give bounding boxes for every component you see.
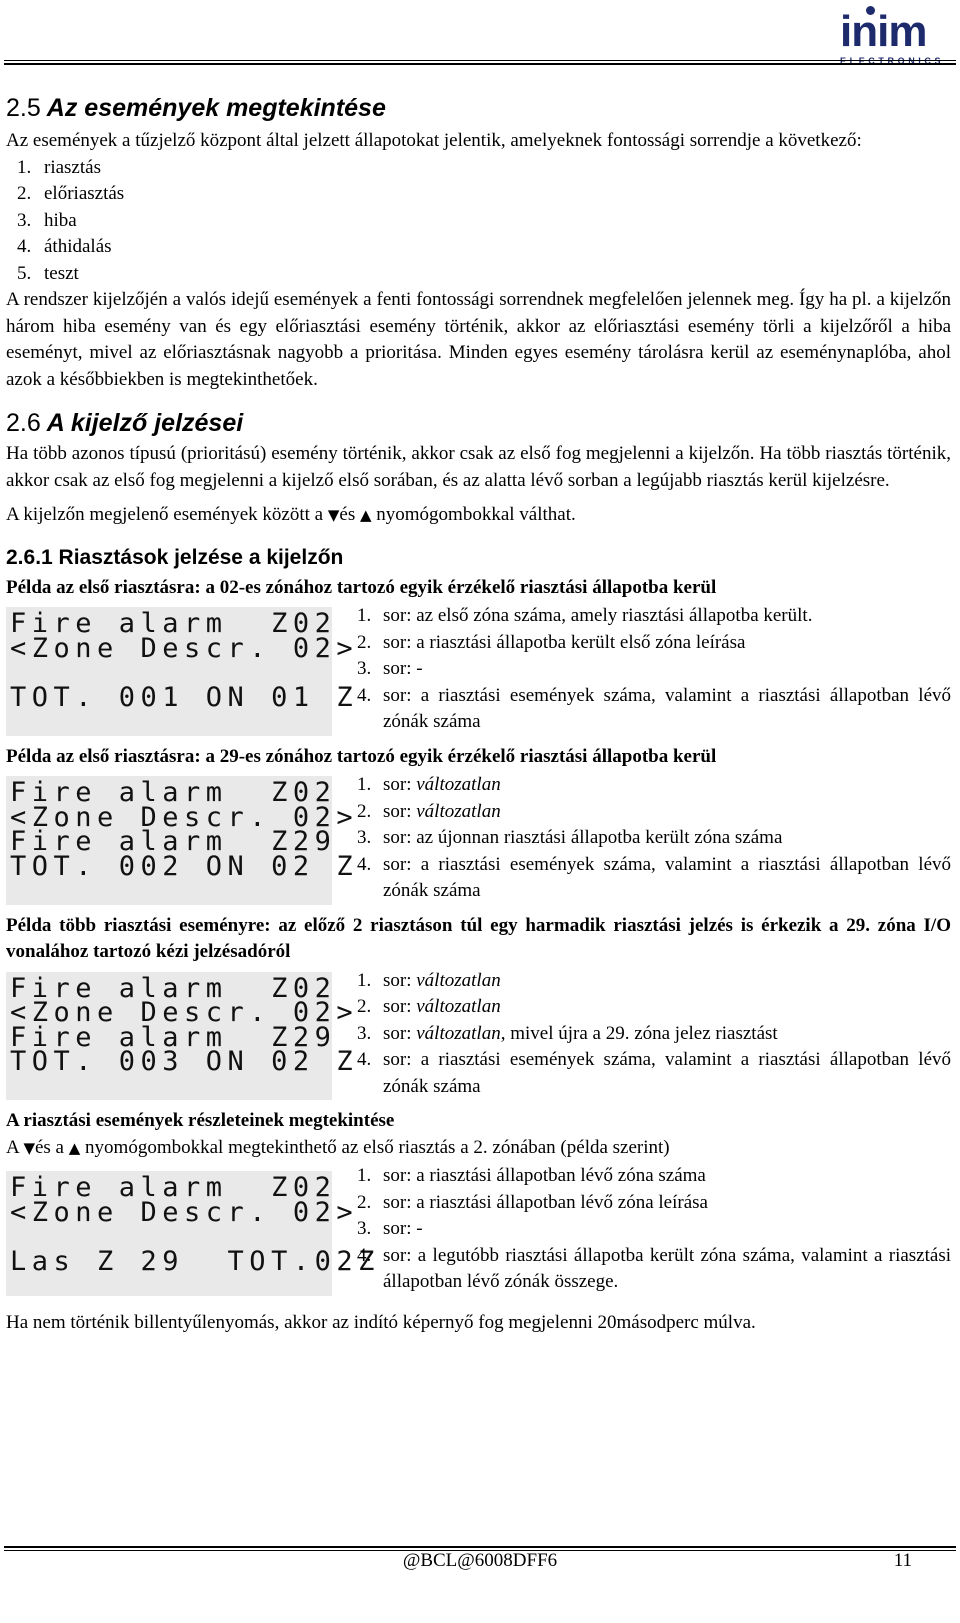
footer-code: @BCL@6008DFF6 <box>402 1550 558 1571</box>
up-arrow-icon: ▲ <box>68 1138 81 1157</box>
header-rule <box>4 60 956 61</box>
timeout-note: Ha nem történik billentyűlenyomás, akkor az indító képernyő fog megjelenni 20másodperc múlva. <box>6 1311 756 1333</box>
details-navigation-note: A ▼és a ▲ nyomógombokkal megtekinthető az első riasztás a 2. zónában (példa szerint) <box>6 1136 670 1158</box>
list-item: 4. sor: a riasztási események száma, valamint a riasztási állapotban lévő zónák száma <box>376 1047 951 1100</box>
lcd-display: Fire alarm Z02 <Zone Descr. 02> Las Z 29 TOT.02Z <box>6 1171 332 1296</box>
list-item: 2. sor: a riasztási állapotban lévő zóna leírása <box>376 1190 951 1217</box>
priority-list <box>6 155 951 288</box>
list-item: 1. sor: a riasztási állapotban lévő zóna száma <box>376 1163 951 1190</box>
lcd-display: Fire alarm Z02 <Zone Descr. 02> Fire alarm Z29 TOT. 003 ON 02 Z <box>6 972 332 1101</box>
lcd-display: Fire alarm Z02 <Zone Descr. 02> Fire alarm Z29 TOT. 002 ON 02 Z <box>6 776 332 905</box>
list-item: 4. sor: a riasztási események száma, valamint a riasztási állapotban lévő zónák száma <box>376 852 951 905</box>
header-rule-thick <box>4 63 956 65</box>
section-2-5-title: 2.5 Az események megtekintése <box>6 94 386 122</box>
list-item: 2. sor: a riasztási állapotba került első zóna leírása <box>376 630 951 657</box>
footer-rule <box>4 1546 956 1548</box>
list-item: 3. sor: változatlan, mivel újra a 29. zóna jelez riasztást <box>376 1021 951 1048</box>
example-1-heading: Példa az első riasztásra: a 02-es zónához tartozó egyik érzékelő riasztási állapotba kerül <box>6 576 717 598</box>
example-2 <box>6 772 951 905</box>
list-item: 1. sor: az első zóna száma, amely riasztási állapotba került. <box>376 603 951 630</box>
page-number: 11 <box>893 1550 912 1571</box>
line-descriptions <box>348 603 951 736</box>
details-heading: A riasztási események részleteinek megtekintése <box>6 1110 395 1131</box>
example-1 <box>6 603 951 736</box>
example-2-heading: Példa az első riasztásra: a 29-es zónához tartozó egyik érzékelő riasztási állapotba kerül <box>6 745 717 767</box>
list-item: 3. hiba <box>36 208 951 235</box>
list-item: 1. sor: változatlan <box>376 968 951 995</box>
list-item: 3. sor: az újonnan riasztási állapotba került zóna száma <box>376 825 951 852</box>
details-example <box>6 1163 951 1296</box>
list-item: 3. sor: - <box>376 1216 951 1243</box>
list-item: 3. sor: - <box>376 656 951 683</box>
logo-subtitle: ELECTRONICS <box>840 56 945 66</box>
section-2-5-paragraph: A rendszer kijelzőjén a valós idejű események a fenti fontossági sorrendnek megfelelően jelennek meg. Így ha pl. a kijelzőn három hiba esemény van és egy előriasztási esemény történik, akkor az előriasztási esemény törli a kijelzőről a hiba eseményt, mivel az előriasztásnak nagyobb a prioritása. Minden egyes esemény tárolásra kerül az eseménynaplóba, ahol azok a későbbiekben is megtekinthetőek. <box>6 289 951 390</box>
line-descriptions <box>348 772 951 905</box>
down-arrow-icon: ▼ <box>327 506 340 524</box>
example-3 <box>6 968 951 1101</box>
list-item: 1. sor: változatlan <box>376 772 951 799</box>
example-3-heading: Példa több riasztási eseményre: az előző 2 riasztáson túl egy harmadik riasztási jelzés is érkezik a 29. zóna I/O vonalához tartozó kézi jelzésadóról <box>6 914 951 962</box>
list-item: 4. áthidalás <box>36 234 951 261</box>
navigation-note: A kijelzőn megjelenő események között a ▼és ▲ nyomógombokkal válthat. <box>6 504 576 525</box>
up-arrow-icon: ▲ <box>359 506 372 524</box>
line-descriptions <box>348 1163 951 1296</box>
section-2-6-title: 2.6 A kijelző jelzései <box>6 409 244 437</box>
down-arrow-icon: ▼ <box>23 1138 35 1157</box>
logo-word: inim <box>840 7 927 56</box>
list-item: 2. sor: változatlan <box>376 799 951 826</box>
line-descriptions <box>348 968 951 1101</box>
section-2-6-paragraph: Ha több azonos típusú (prioritású) esemény történik, akkor csak az első fog megjelenni a kijelzőn. Ha több riasztás történik, akkor csak az első fog megjelenni a kijelző első sorában, és az alatta lévő sorban a legújabb riasztás kerül kijelzésre. <box>6 443 951 491</box>
list-item: 1. riasztás <box>36 155 951 182</box>
section-2-5-intro: Az események a tűzjelző központ által jelzett állapotokat jelentik, amelyeknek fontossági sorrendje a következő: <box>6 130 862 151</box>
list-item: 4. sor: a riasztási események száma, valamint a riasztási állapotban lévő zónák száma <box>376 683 951 736</box>
section-2-6-1-title: 2.6.1 Riasztások jelzése a kijelzőn <box>6 545 344 569</box>
list-item: 2. sor: változatlan <box>376 994 951 1021</box>
list-item: 2. előriasztás <box>36 181 951 208</box>
list-item: 4. sor: a legutóbb riasztási állapotba került zóna száma, valamint a riasztási állapotban lévő zónák összege. <box>376 1243 951 1296</box>
list-item: 5. teszt <box>36 261 951 288</box>
lcd-display: Fire alarm Z02 <Zone Descr. 02> TOT. 001 ON 01 Z <box>6 607 332 736</box>
page-content <box>6 92 951 1336</box>
